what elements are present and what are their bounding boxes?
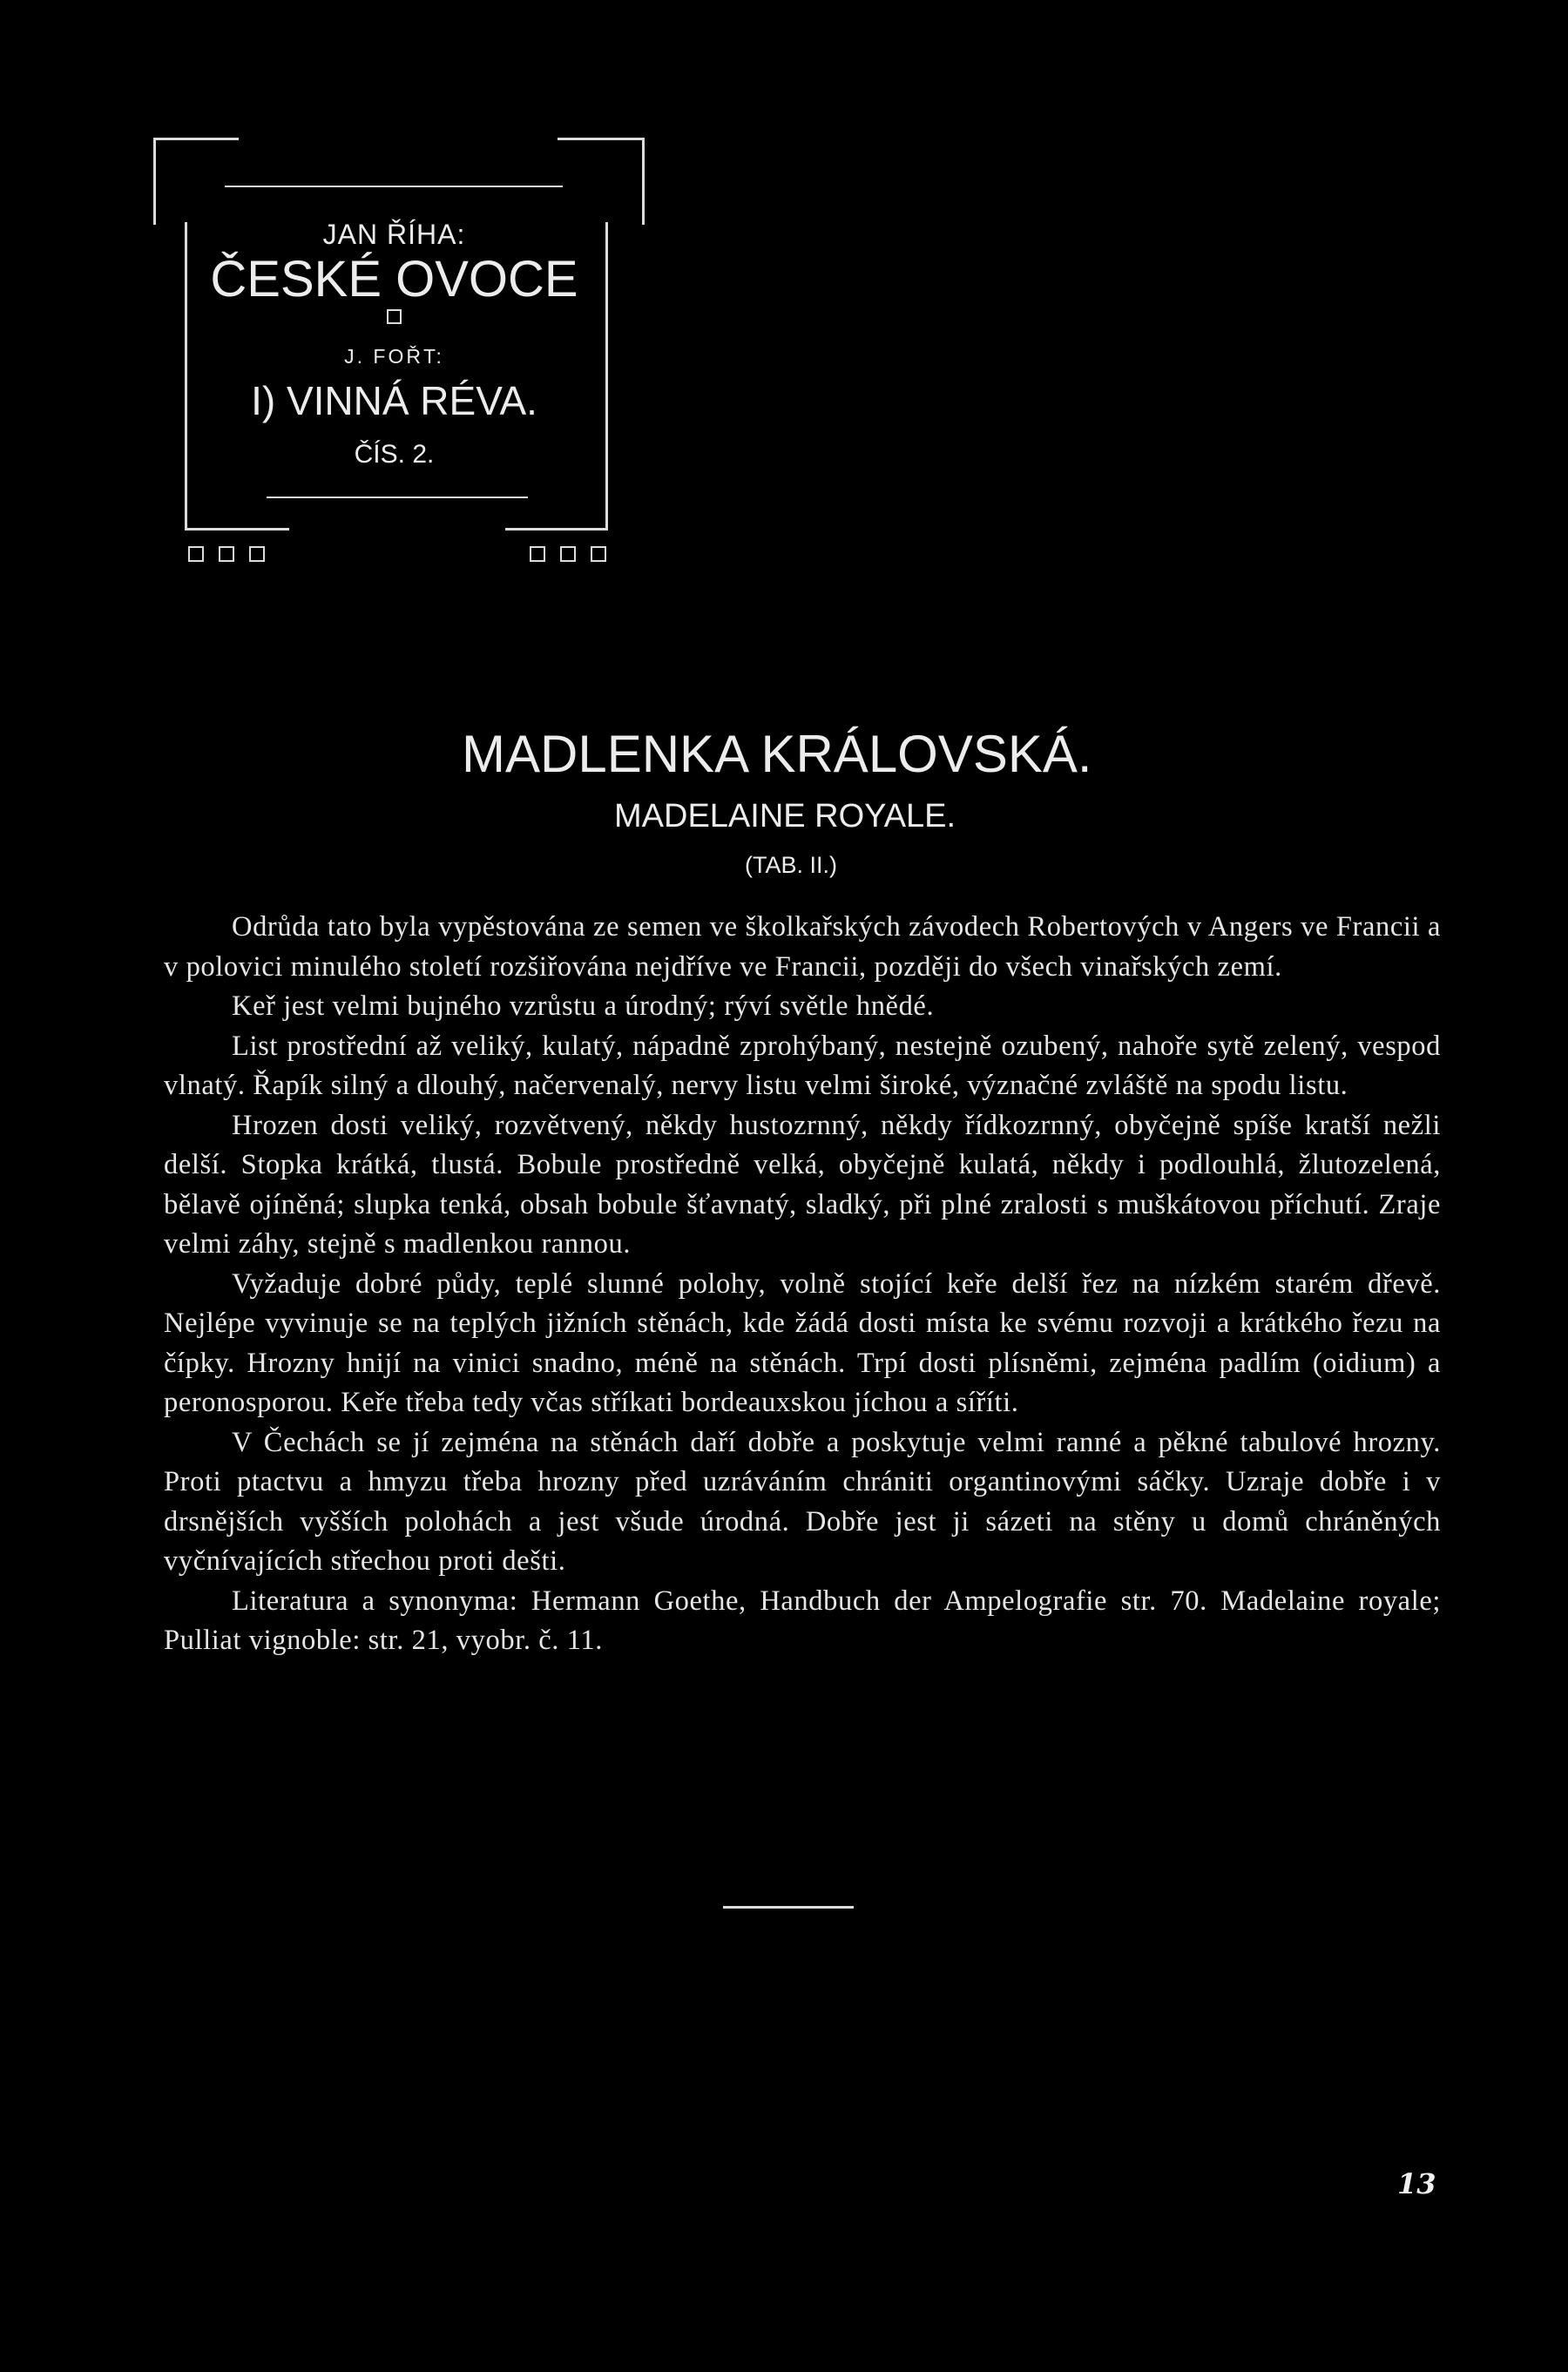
paragraph-literature: Literatura a synonyma: Hermann Goethe, Handbuch der Ampelografie str. 70. Madelaine royale; Pulliat vignoble: str. 21, vyobr. č. 11.: [164, 1585, 1441, 1656]
frame-rule: [267, 497, 528, 498]
frame-line: [558, 138, 645, 140]
page-number: 13: [1397, 2167, 1436, 2200]
frame-line: [185, 528, 289, 530]
frame-rule: [225, 186, 563, 187]
end-rule: [723, 1906, 854, 1909]
paragraph-origin: Odrůda tato byla vypěstována ze semen ve školkařských závodech Robertových v Angers ve Francii a v polovici minulého století rozšiřována nejdříve ve Francii, později do všech vinařských zemí.: [164, 911, 1441, 983]
variety-title: MADLENKA KRÁLOVSKÁ.: [462, 725, 1092, 783]
ornament-squares-left: [188, 546, 265, 562]
volume-title: I) VINNÁ RÉVA.: [251, 378, 537, 423]
paragraph-cluster: Hrozen dosti veliký, rozvětvený, někdy hustozrnný, někdy řídkozrnný, obyčejně spíše kratší nežli delší. Stopka krátká, tlustá. Bobule prostředně velká, obyčejně kulatá, někdy i podlouhlá, žlutozelená, bělavě ojíněná; slupka tenká, obsah bobule šťavnatý, sladký, při plné zralosti s muškátovou příchutí. Zraje velmi záhy, stejně s madlenkou rannou.: [164, 1109, 1441, 1260]
frame-line: [642, 138, 645, 225]
paragraph-leaf: List prostřední až veliký, kulatý, nápadně zprohýbaný, nestejně ozubený, nahoře sytě zelený, vespod vlnatý. Řapík silný a dlouhý, načervenalý, nervy listu velmi široké, význačné zvláště na spodu listu.: [164, 1030, 1441, 1101]
frame-line: [153, 138, 156, 225]
frame-line: [605, 222, 608, 530]
plate-reference: (TAB. II.): [745, 852, 837, 878]
frame-line: [505, 528, 608, 530]
article-body: [164, 908, 1441, 1661]
editor-name: J. FOŘT:: [344, 345, 444, 368]
ornament-squares-right: [530, 546, 606, 562]
paragraph-cultivation: Vyžaduje dobré půdy, teplé slunné polohy, volně stojící keře delší řez na nízkém starém dřevě. Nejlépe vyvinuje se na teplých jižních stěnách, kde žádá dosti místa ke svému rozvoji a krátkého řezu na čípky. Hrozny hnijí na vinici snadno, méně na stěnách. Trpí dosti plísněmi, zejména padlím (oidium) a peronosporou. Keře třeba tedy včas stříkati bordeauxskou jíchou a síříti.: [164, 1267, 1441, 1418]
issue-number: ČÍS. 2.: [354, 440, 435, 469]
frame-line: [153, 138, 239, 140]
variety-synonym: MADELAINE ROYALE.: [614, 798, 956, 835]
author-name: JAN ŘÍHA:: [322, 219, 466, 250]
paragraph-bohemia: V Čechách se jí zejména na stěnách daří dobře a poskytuje velmi ranné a pěkné tabulové hrozny. Proti ptactvu a hmyzu třeba hrozny před uzráváním chrániti organtinovými sáčky. Uzraje dobře i v drsnějších vyšších polohách a jest všude úrodná. Dobře jest ji sázeti na stěny u domů chráněných vyčnívajících střechou proti dešti.: [164, 1426, 1441, 1577]
ornament-square: [187, 309, 601, 328]
paragraph-shrub: Keř jest velmi bujného vzrůstu a úrodný; rýví světle hnědé.: [232, 990, 935, 1022]
series-title: ČESKÉ OVOCE: [210, 251, 578, 307]
